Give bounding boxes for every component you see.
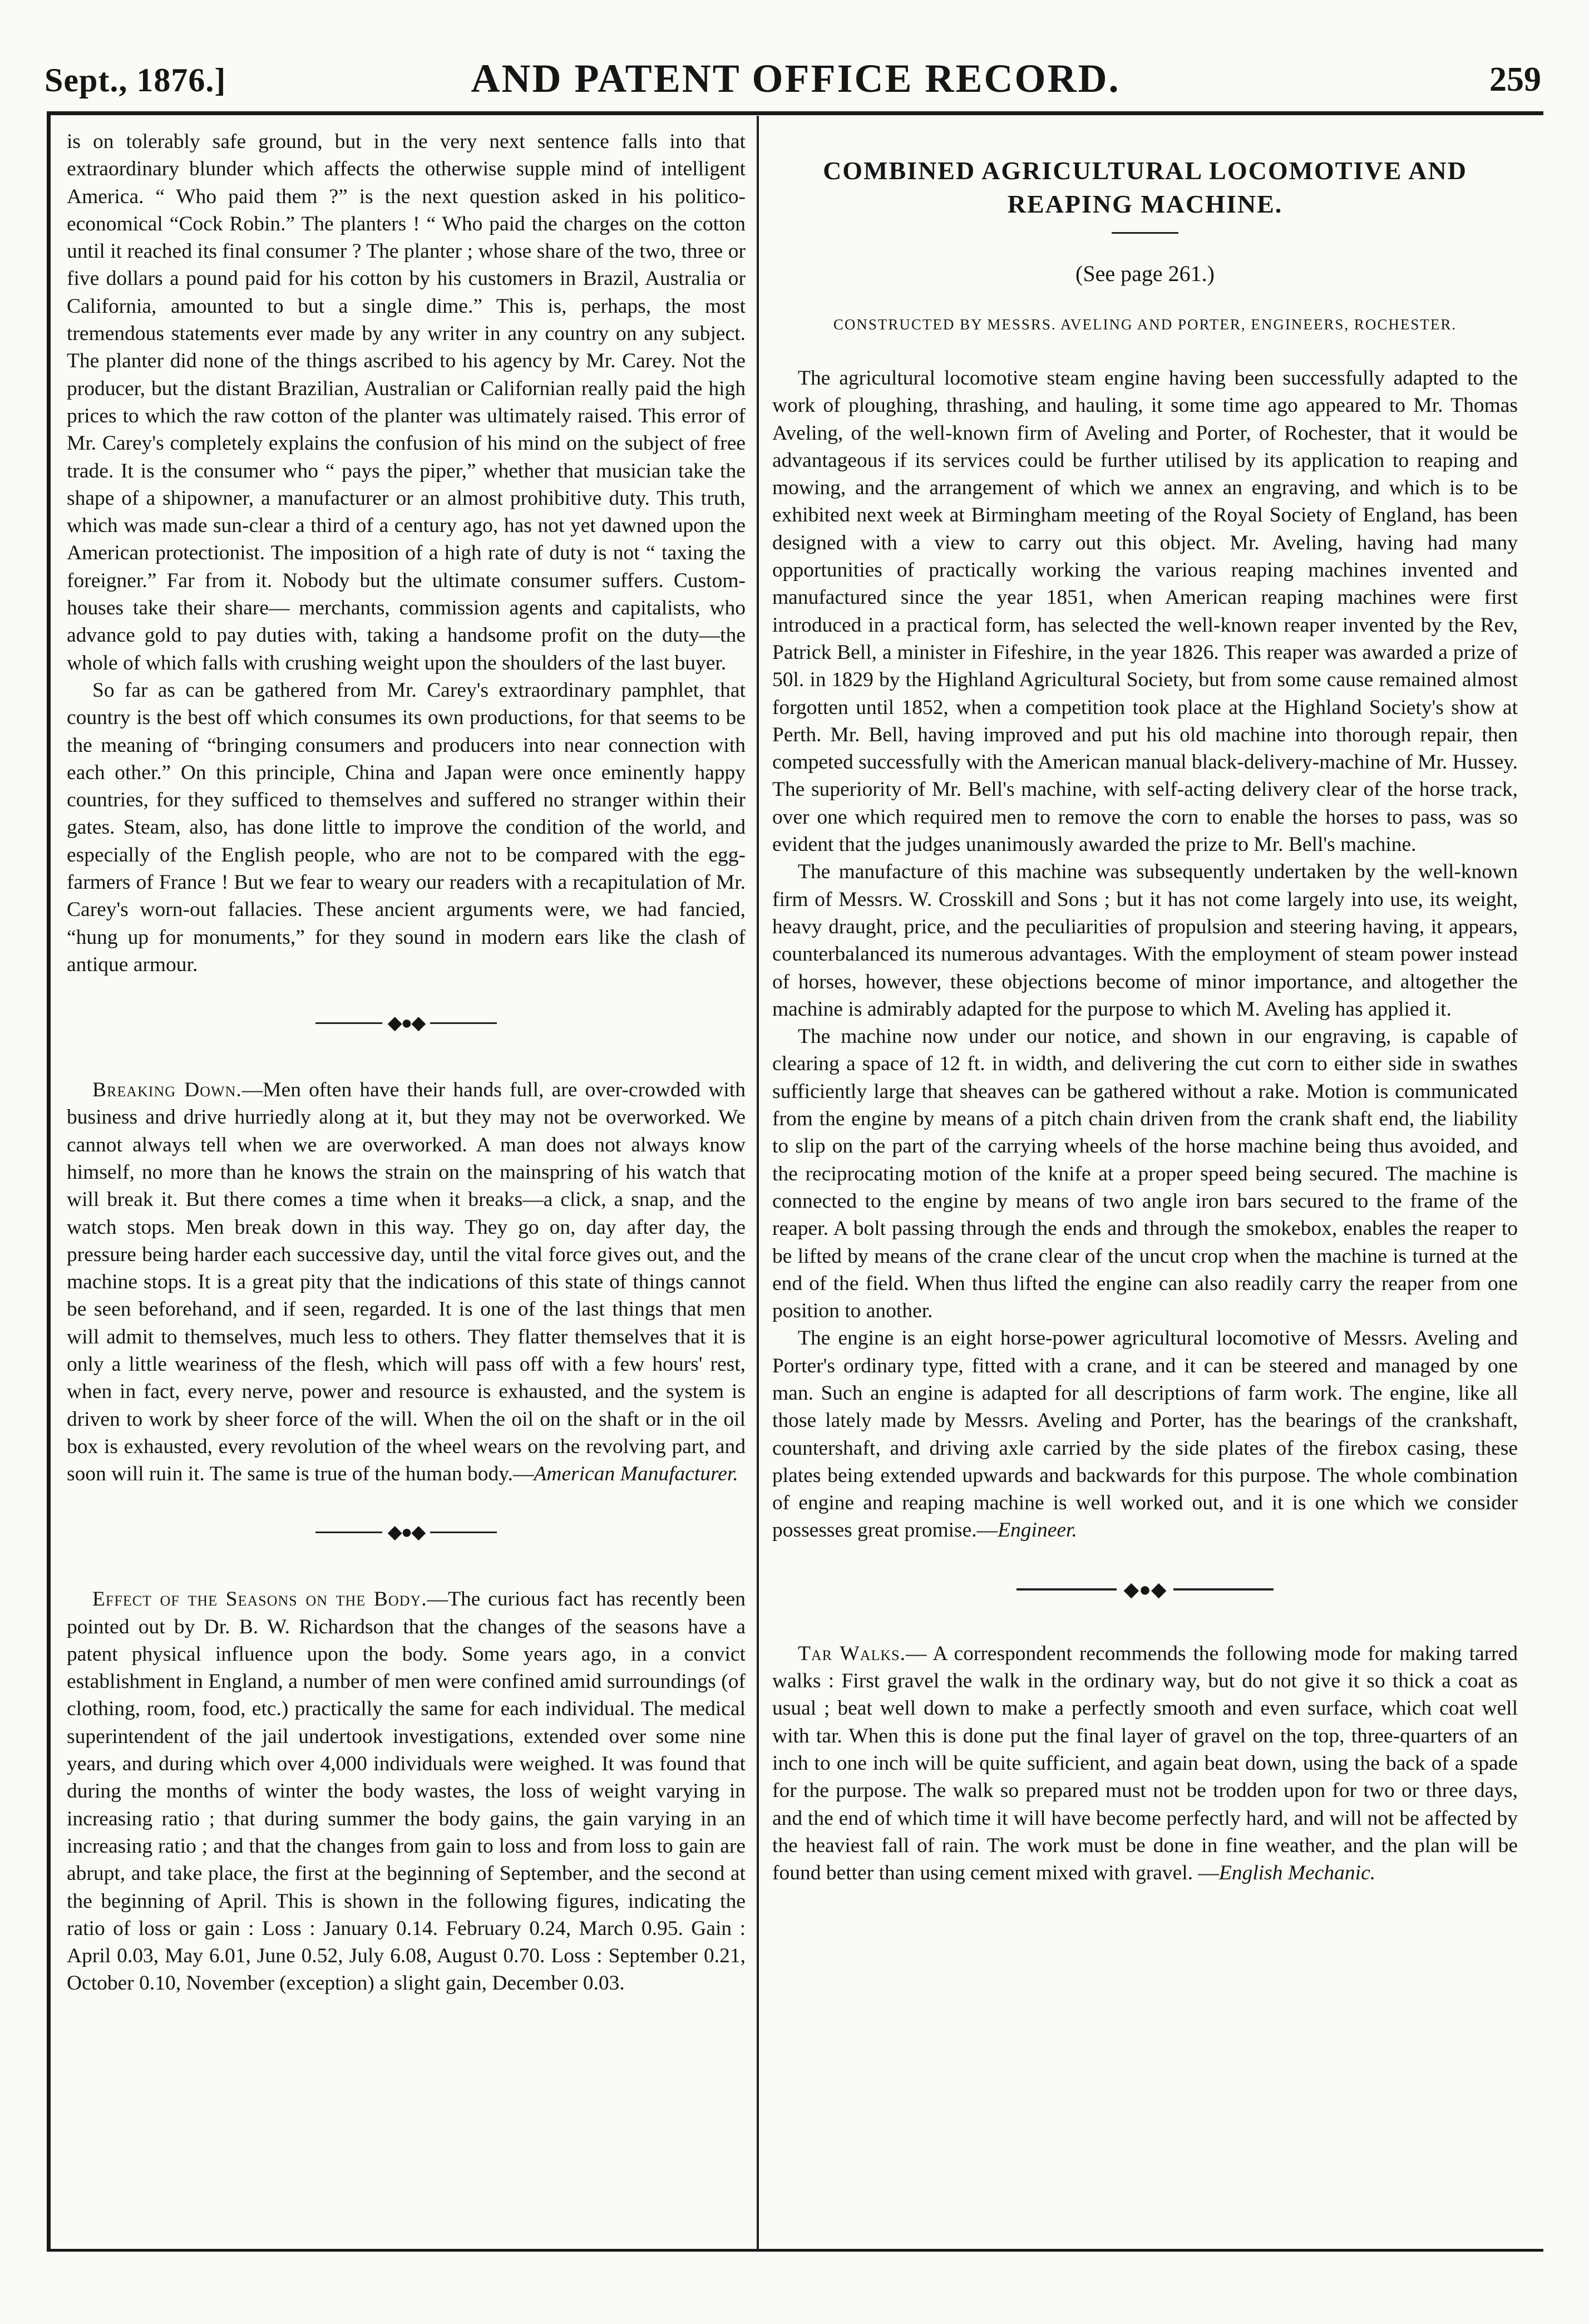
reaper-source: Engineer. [998, 1519, 1077, 1542]
page-header [39, 49, 1552, 110]
carey-article-paragraph-1: is on tolerably safe ground, but in the very next sentence falls into that extraordinary blunder which affects the otherwise supple mind of intelligent America. “ Who paid them ?” is the next question asked in his politico-economical “Cock Robin.” The planters ! “ Who paid the charges on the cotton until it reached its final consumer ? The planter ; whose share of the two, three or five dollars a pound paid for his cotton by his customers in Brazil, Australia or California, amounted to but a single dime.” This is, perhaps, the most tremendous statements ever made by any writer in any country on any subject. The planter did none of the things ascribed to his agency by Mr. Carey. Not the producer, but the distant Brazilian, Australian or Californian really paid the high prices to which the raw cotton of the planter was ultimately raised. This error of Mr. Carey's completely explains the confusion of his mind on the subject of free trade. It is the consumer who “ pays the piper,” whether that musician take the shape of a shipowner, a manufacturer or an almost prohibitive duty. This truth, which was made sun-clear a third of a century ago, has not yet dawned upon the American protectionist. The imposition of a high rate of duty is not “ taxing the foreigner.” Far from it. Nobody but the ultimate consumer suffers. Custom-houses take their share— merchants, commission agents and capitalists, who advance gold to pay duties with, taking a handsome profit on the duty—the whole of which falls with crushing weight upon the shoulders of the last buyer. [67, 130, 746, 674]
reaper-article-title: COMBINED AGRICULTURAL LOCOMOTIVE AND REAPING MACHINE. [823, 156, 1467, 218]
seasons-heading: Effect of the Seasons on the Body. [92, 1588, 427, 1611]
right-column [772, 142, 1518, 1887]
reaper-paragraph-4 [772, 1325, 1518, 1544]
column-divider [757, 116, 759, 2249]
section-ornament: ◆●◆ [772, 1578, 1518, 1601]
tar-walks-body: — A correspondent recommends the following mode for making tarred walks : First gravel the walk in the ordinary way, but do not give it so thick a coat as usual ; beat well down to make a perfectly smooth and even surface, which coat well with tar. When this is done put the final layer of gravel on the top, three-quarters of an inch to one inch will be quite sufficient, and again beat down, using the back of a spade for the purpose. The walk so prepared must not be trodden upon for two or three days, and the end of which time it will have become perfectly hard, and will not be affected by the heaviest fall of rain. The work must be done in fine weather, and the plan will be found better than using cement mixed with gravel. — [772, 1642, 1518, 1885]
seasons-body: —The curious fact has recently been pointed out by Dr. B. W. Richardson that the changes of the seasons have a patent physical influence upon the body. Some years ago, in a convict establishment in England, a number of men were confined amid surroundings (of clothing, room, food, etc.) practically the same for each individual. The medical superintendent of the jail undertook investigations, extended over some nine years, and during which over 4,000 individuals were weighed. It was found that during the months of winter the body wastes, the loss of weight varying in increasing ratio ; that during summer the body gains, the gain varying in an increasing ratio ; and that the changes from gain to loss and from loss to gain are abrupt, and take place, the first at the beginning of September, and the second at the beginning of April. This is shown in the following figures, indicating the ratio of loss or gain : Loss : January 0.14. February 0.24, March 0.95. Gain : April 0.03, May 6.01, June 0.52, July 6.08, August 0.70. Loss : September 0.21, October 0.10, November (exception) a slight gain, December 0.03. [67, 1588, 746, 1995]
reaper-byline: CONSTRUCTED BY MESSRS. AVELING AND PORTER, ENGINEERS, ROCHESTER. [833, 316, 1457, 333]
issue-date: Sept., 1876.] [45, 62, 226, 99]
breaking-down-body: —Men often have their hands full, are over-crowded with business and drive hurriedly along at it, but they may not be overworked. We cannot always tell when we are overworked. A man does not always know himself, no more than he knows the strain on the mainspring of his watch that will break it. But there comes a time when it breaks—a click, a snap, and the watch stops. Men break down in this way. They go on, day after day, the pressure being harder each successive day, until the vital force gives out, and the machine stops. It is a great pity that the indications of this state of things cannot be seen beforehand, and if seen, regarded. It is one of the last things that men will admit to themselves, much less to others. They flatter themselves that it is only a little weariness of the flesh, which will pass off with a few hours' rest, when in fact, every nerve, power and resource is exhausted, and the system is driven to work by sheer force of the will. When the oil on the shaft or in the oil box is exhausted, every revolution of the wheel wears on the revolving part, and soon will ruin it. The same is true of the human body.— [67, 1079, 746, 1486]
see-page-note: (See page 261.) [1075, 261, 1215, 286]
section-ornament: ◆●◆ [67, 1007, 746, 1034]
page-number: 259 [1489, 61, 1541, 99]
left-column [67, 128, 746, 1997]
breaking-down-source: American Manufacturer. [534, 1463, 738, 1486]
seasons-article [67, 1586, 746, 1997]
tar-walks-heading: Tar Walks. [798, 1642, 906, 1665]
breaking-down-heading: Breaking Down. [92, 1079, 242, 1102]
reaper-paragraph-3: The machine now under our notice, and shown in our engraving, is capable of clearing a space of 12 ft. in width, and delivering the cut corn to either side in swathes sufficiently large that sheaves can be gathered without a rake. Motion is communicated from the engine by means of a pitch chain driven from the crank shaft end, the liability to slip on the part of the carrying wheels of the horse machine being thus avoided, and the reciprocating motion of the knife at a proper speed being secured. The machine is connected to the engine by means of two angle iron bars secured to the frame of the reaper. A bolt passing through the ends and through the smokebox, enables the reaper to be lifted by means of the crane clear of the uncut crop when the machine is turned at the end of the field. When thus lifted the engine can also readily carry the reaper from one position to another. [772, 1025, 1518, 1323]
tar-walks-article [772, 1640, 1518, 1887]
reaper-paragraph-2: The manufacture of this machine was subsequently undertaken by the well-known firm of Messrs. W. Crosskill and Sons ; but it has not come largely into use, its weight, heavy draught, price, and the peculiarities of propulsion and steering having, it appears, counterbalanced its numerous advantages. With the employment of steam power instead of horses, however, these objections become of minor importance, and altogether the machine is admirably adapted for the purpose to which M. Aveling has applied it. [772, 860, 1518, 1021]
title-rule [1112, 232, 1178, 234]
journal-title: AND PATENT OFFICE RECORD. [471, 56, 1121, 101]
reaper-paragraph-4-text: The engine is an eight horse-power agricultural locomotive of Messrs. Aveling and Porter's ordinary type, fitted with a crane, and it can be steered and managed by one man. Such an engine is adapted for all descriptions of farm work. The engine, like all those lately made by Messrs. Aveling and Porter, has the bearings of the crankshaft, countershaft, and driving axle carried by the side plates of the firebox casing, these plates being extended upwards and backwards for this purpose. The whole combination of engine and reaping machine is well worked out, and it is one which we consider possesses great promise.— [772, 1327, 1518, 1542]
breaking-down-article [67, 1076, 746, 1488]
tar-walks-source: English Mechanic. [1218, 1862, 1376, 1885]
section-ornament: ◆●◆ [67, 1516, 746, 1543]
reaper-paragraph-1: The agricultural locomotive steam engine having been successfully adapted to the work of ploughing, thrashing, and hauling, it some time ago appeared to Mr. Thomas Aveling, of the well-known firm of Aveling and Porter, of Rochester, that it would be advantageous if its services could be further utilised by its application to reaping and mowing, and the arrangement of which we annex an engraving, and which is to be exhibited next week at Birmingham meeting of the Royal Society of England, has been designed with a view to carry out this object. Mr. Aveling, having had many opportunities of practically working the various reaping machines invented and manufactured since the year 1851, when American reaping machines were first introduced in a practical form, has selected the well-known reaper invented by the Rev, Patrick Bell, a minister in Fifeshire, in the year 1826. This reaper was awarded a prize of 50l. in 1829 by the Highland Agricultural Society, but from some cause remained almost forgotten until 1852, when a competition took place at the Highland Society's show at Perth. Mr. Bell, having improved and put his old machine into thorough repair, then competed successfully with the American manual black-delivery-machine of Mr. Hussey. The superiority of Mr. Bell's machine, with self-acting delivery clear of the horse track, over one which required men to remove the corn to enable the horses to pass, was so evident that the judges unanimously awarded the prize to Mr. Bell's machine. [772, 367, 1518, 856]
carey-article-paragraph-2: So far as can be gathered from Mr. Carey's extraordinary pamphlet, that country is the best off which consumes its own productions, for that seems to be the meaning of “bringing consumers and producers into near connection with each other.” On this principle, China and Japan were once eminently happy countries, for they sufficed to themselves and suffered no stranger within their gates. Steam, also, has done little to improve the condition of the world, and especially of the English people, who are not to be compared with the egg-farmers of France ! But we fear to weary our readers with a recapitulation of Mr. Carey's worn-out fallacies. These ancient arguments were, we had fancied, “hung up for monuments,” for they sound in modern ears like the clash of antique armour. [67, 678, 746, 976]
